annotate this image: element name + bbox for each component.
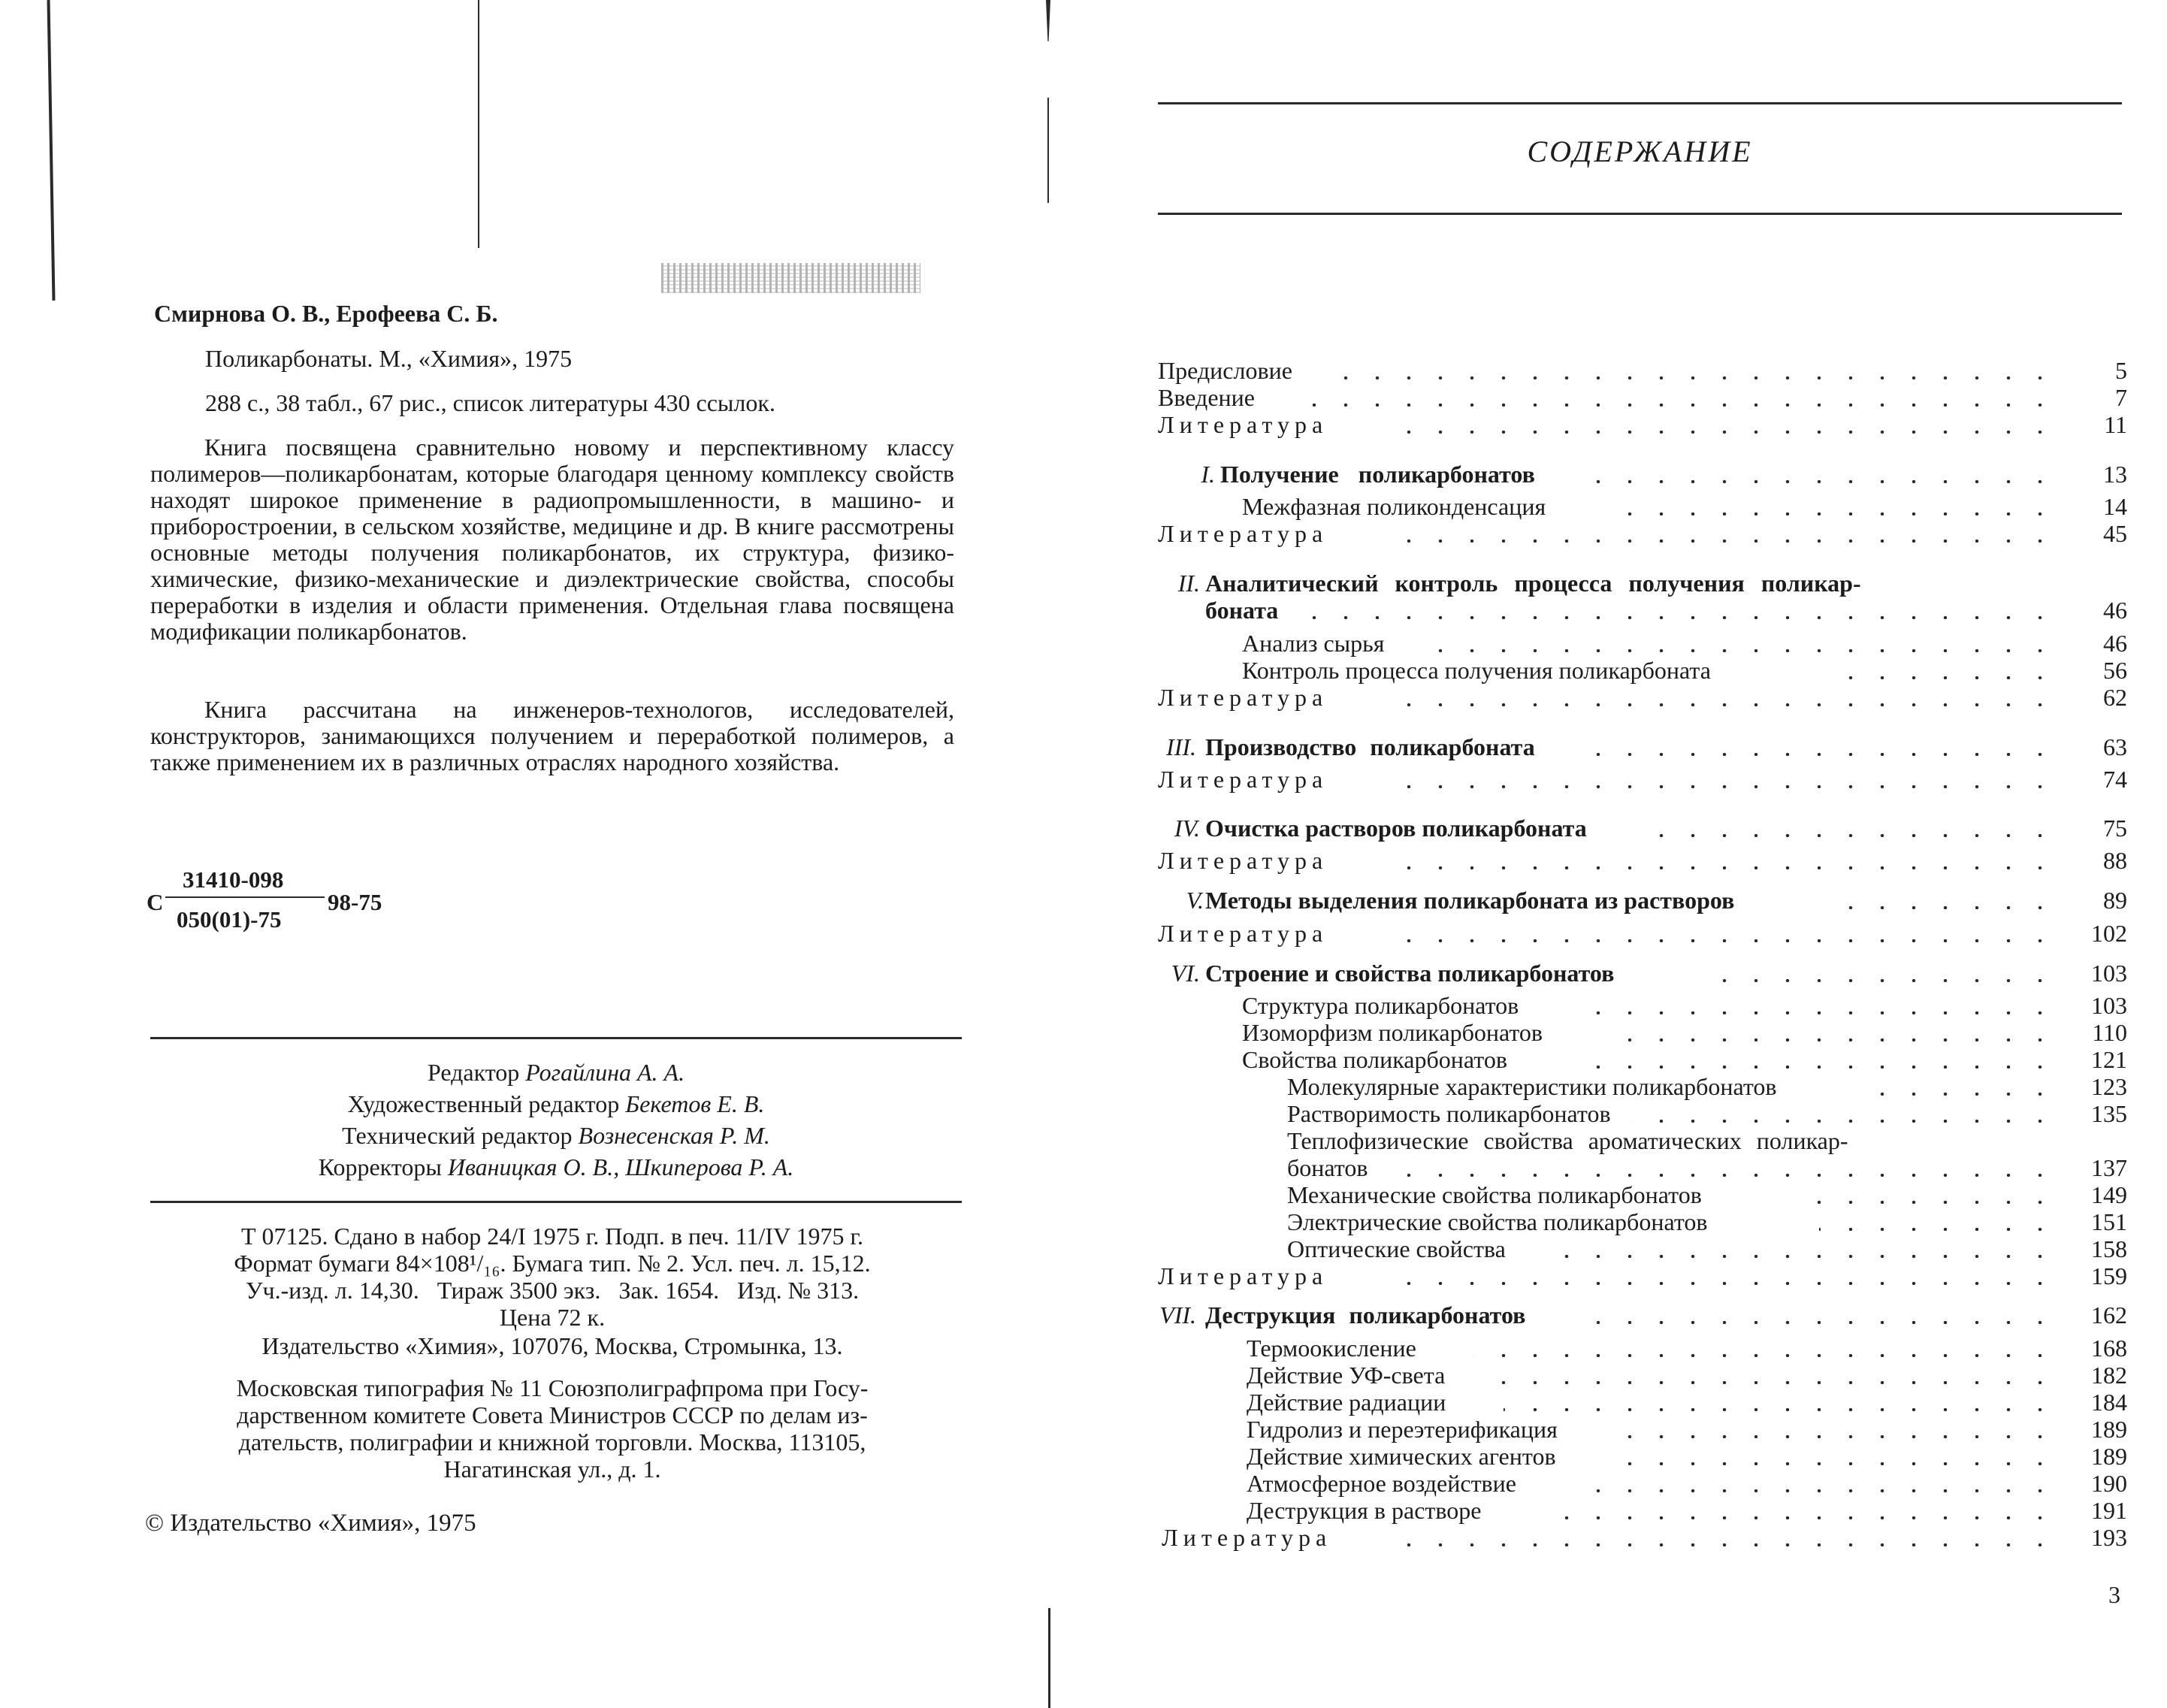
index-code-prefix: С (147, 889, 164, 915)
toc-label: Деструкция в растворе (1247, 1497, 1488, 1524)
toc-entry (1158, 493, 2127, 520)
toc-leader-dots (1406, 1174, 2056, 1177)
toc-chapter-number: VII. (1159, 1301, 1196, 1329)
toc-page: 5 (2115, 357, 2127, 384)
toc-label: Литература (1158, 920, 1335, 947)
toc-leader-dots (1549, 1255, 2056, 1258)
toc-page: 88 (2103, 847, 2127, 874)
toc-leader-dots (1383, 703, 2056, 706)
toc-page: 56 (2103, 657, 2127, 684)
toc-leader-dots (1601, 512, 2056, 515)
imprint-line: Цена 72 к. (499, 1304, 606, 1331)
toc-leader-dots (1383, 540, 2056, 543)
toc-leader-dots (1842, 906, 2056, 909)
toc-leader-dots (1488, 1381, 2056, 1384)
toc-entry (1158, 411, 2127, 438)
toc-chapter-number: III. (1166, 733, 1196, 760)
toc-entry (1158, 1262, 2127, 1289)
toc-leader-dots (1308, 616, 2056, 619)
toc-entry (1158, 1362, 2127, 1389)
copyright-line: © Издательство «Химия», 1975 (145, 1510, 476, 1537)
toc-page: 7 (2115, 384, 2127, 411)
toc-entry (1158, 570, 2127, 597)
scan-edge-line (478, 0, 479, 248)
credit-name: Вознесенская Р. М. (578, 1122, 770, 1149)
spine-line (1047, 98, 1049, 203)
toc-page: 135 (2091, 1100, 2127, 1127)
printer-line: дарственном комитете Совета Министров СССР по делам из- (237, 1401, 868, 1428)
toc-leader-dots (1383, 1543, 2056, 1546)
toc-entry (1158, 815, 2127, 842)
toc-entry (1158, 960, 2127, 987)
contents-heading: СОДЕРЖАНИЕ (1527, 135, 1753, 168)
toc-leader-dots (1601, 1038, 2056, 1041)
toc-page: 75 (2103, 815, 2127, 842)
toc-entry (1158, 887, 2127, 914)
toc-label: Электрические свойства поликарбонатов (1287, 1208, 1715, 1235)
printer-line: Нагатинская ул., д. 1. (443, 1456, 661, 1483)
toc-entry (1158, 733, 2127, 760)
toc-leader-dots (1699, 979, 2056, 982)
toc-label: боната (1205, 597, 1286, 624)
toc-page: 189 (2091, 1443, 2127, 1470)
toc-leader-dots (1579, 1321, 2056, 1324)
index-code-denominator: 050(01)-75 (177, 906, 282, 933)
toc-leader-dots (1579, 1011, 2056, 1014)
book-title-line: Поликарбонаты. М., «Химия», 1975 (205, 345, 573, 372)
toc-entry (1158, 1127, 2127, 1154)
abstract-paragraph-1 (150, 434, 954, 645)
right-page (1052, 0, 2167, 1708)
credits-bottom-rule (150, 1201, 962, 1203)
toc-leader-dots (1827, 676, 2056, 679)
toc-leader-dots (1819, 1228, 2056, 1231)
toc-label: Теплофизические свойства ароматических поликар- (1287, 1127, 1856, 1154)
toc-leader-dots (1879, 1093, 2056, 1096)
toc-page: 168 (2091, 1335, 2127, 1362)
toc-entry (1158, 1443, 2127, 1470)
toc-page: 123 (2091, 1073, 2127, 1100)
toc-label: Литература (1158, 684, 1335, 711)
toc-entry (1158, 461, 2127, 488)
toc-entry (1158, 1100, 2127, 1127)
credit-role: Технический редактор (342, 1122, 573, 1149)
toc-page: 121 (2091, 1046, 2127, 1073)
toc-entry (1158, 1073, 2127, 1100)
toc-entry (1158, 920, 2127, 947)
toc-entry (1158, 1019, 2127, 1046)
toc-label: Литература (1162, 1524, 1339, 1551)
toc-page: 137 (2091, 1154, 2127, 1181)
toc-leader-dots (1579, 753, 2056, 756)
toc-label: Предисловие (1158, 357, 1300, 384)
credit-name: Бекетов Е. В. (625, 1090, 765, 1117)
toc-label: Межфазная поликонденсация (1242, 493, 1553, 520)
toc-leader-dots (1631, 1120, 2056, 1123)
toc-leader-dots (1564, 1516, 2056, 1519)
toc-leader-dots (1804, 1201, 2056, 1204)
toc-entry (1158, 1046, 2127, 1073)
print-smudge (661, 263, 920, 293)
toc-label: Литература (1158, 1262, 1335, 1289)
toc-page: 151 (2091, 1208, 2127, 1235)
toc-leader-dots (1308, 404, 2056, 407)
credit-name: Рогайлина А. А. (525, 1059, 685, 1086)
toc-label: Литература (1158, 520, 1335, 547)
toc-entry (1158, 384, 2127, 411)
toc-label: Строение и свойства поликарбонатов (1205, 960, 1621, 987)
toc-label: Анализ сырья (1242, 630, 1392, 657)
toc-page: 63 (2103, 733, 2127, 760)
toc-label: Очистка растворов поликарбоната (1205, 815, 1594, 842)
toc-entry (1158, 766, 2127, 793)
imprint-line: Уч.-изд. л. 14,30. Тираж 3500 экз. Зак. 1654. Изд. № 313. (245, 1277, 860, 1304)
credit-editor (150, 1058, 962, 1087)
toc-leader-dots (1624, 1462, 2056, 1465)
toc-page: 89 (2103, 887, 2127, 914)
abstract-paragraph-2 (150, 697, 954, 775)
toc-label: Литература (1158, 847, 1335, 874)
toc-label: Аналитический контроль процесса получения поликар- (1205, 570, 1869, 597)
toc-label: Оптические свойства (1287, 1235, 1513, 1262)
toc-chapter-number: I. (1201, 461, 1215, 488)
imprint-line: Формат бумаги 84×108¹/₁₆. Бумага тип. № 2. Усл. печ. л. 15,12. (234, 1250, 871, 1277)
toc-page: 189 (2091, 1416, 2127, 1443)
toc-label: Механические свойства поликарбонатов (1287, 1181, 1709, 1208)
toc-page: 74 (2103, 766, 2127, 793)
heading-top-rule (1158, 102, 2122, 104)
toc-page: 102 (2091, 920, 2127, 947)
heading-bottom-rule (1158, 213, 2122, 215)
toc-page: 103 (2091, 992, 2127, 1019)
toc-page: 46 (2103, 630, 2127, 657)
scan-edge-line (47, 0, 56, 301)
credit-role: Художественный редактор (347, 1090, 620, 1117)
toc-entry (1158, 1524, 2127, 1551)
imprint-line: Т 07125. Сдано в набор 24/I 1975 г. Подп. в печ. 11/IV 1975 г. (240, 1223, 863, 1250)
toc-leader-dots (1331, 376, 2056, 379)
page-number: 3 (2108, 1581, 2120, 1608)
toc-leader-dots (1579, 1489, 2056, 1492)
toc-leader-dots (1473, 1354, 2056, 1357)
toc-chapter-number: V. (1186, 887, 1204, 914)
toc-label: Действие радиации (1247, 1389, 1453, 1416)
toc-leader-dots (1504, 1408, 2056, 1411)
toc-chapter-number: II. (1177, 570, 1200, 597)
toc-page: 193 (2091, 1524, 2127, 1551)
index-code-suffix: 98-75 (328, 889, 382, 915)
credits-top-rule (150, 1037, 962, 1039)
toc-leader-dots (1383, 431, 2056, 434)
toc-label: Производство поликарбоната (1205, 733, 1543, 760)
toc-page: 110 (2092, 1019, 2127, 1046)
toc-entry (1158, 1208, 2127, 1235)
toc-leader-dots (1421, 649, 2056, 652)
credit-proofreaders (150, 1153, 962, 1181)
toc-page: 46 (2103, 597, 2127, 624)
toc-leader-dots (1646, 834, 2056, 837)
toc-leader-dots (1579, 1066, 2056, 1069)
left-page (0, 0, 1052, 1708)
toc-page: 190 (2091, 1470, 2127, 1497)
toc-entry (1158, 1301, 2127, 1329)
toc-label: Структура поликарбонатов (1242, 992, 1526, 1019)
credit-art-editor (150, 1090, 962, 1118)
toc-label: бонатов (1287, 1154, 1375, 1181)
toc-label: Свойства поликарбонатов (1242, 1046, 1515, 1073)
toc-entry (1158, 630, 2127, 657)
toc-label: Изоморфизм поликарбонатов (1242, 1019, 1550, 1046)
credit-tech-editor (150, 1121, 962, 1150)
toc-entry (1158, 847, 2127, 874)
toc-label: Контроль процесса получения поликарбоната (1242, 657, 1718, 684)
credit-role: Корректоры (318, 1153, 442, 1180)
toc-label: Термоокисление (1247, 1335, 1424, 1362)
toc-label: Литература (1158, 411, 1335, 438)
book-authors: Смирнова О. В., Ерофеева С. Б. (154, 300, 498, 327)
toc-page: 45 (2103, 520, 2127, 547)
toc-leader-dots (1383, 939, 2056, 942)
toc-entry (1158, 597, 2127, 624)
toc-label: Гидролиз и переэтерификация (1247, 1416, 1565, 1443)
toc-leader-dots (1383, 1282, 2056, 1285)
toc-label: Введение (1158, 384, 1262, 411)
toc-entry (1158, 1497, 2127, 1524)
book-specs-line: 288 с., 38 табл., 67 рис., список литературы 430 ссылок. (205, 389, 775, 416)
abstract-text-2: Книга рассчитана на инженеров-технологов, исследователей, конструкторов, занимающихся получением и переработкой полимеров, а также применением их в различных отраслях народного хозяйства. (150, 696, 954, 775)
toc-label: Действие химических агентов (1247, 1443, 1564, 1470)
toc-entry (1158, 357, 2127, 384)
toc-entry (1158, 992, 2127, 1019)
toc-page: 103 (2091, 960, 2127, 987)
toc-page: 14 (2103, 493, 2127, 520)
imprint-line: Издательство «Химия», 107076, Москва, Стромынка, 13. (261, 1332, 843, 1359)
toc-label: Молекулярные характеристики поликарбонатов (1287, 1073, 1785, 1100)
toc-page: 159 (2091, 1262, 2127, 1289)
toc-entry (1158, 1470, 2127, 1497)
toc-page: 162 (2091, 1301, 2127, 1329)
toc-leader-dots (1383, 866, 2056, 869)
toc-label: Атмосферное воздействие (1247, 1470, 1524, 1497)
credit-role: Редактор (427, 1059, 520, 1086)
toc-label: Растворимость поликарбонатов (1287, 1100, 1618, 1127)
toc-label: Действие УФ-света (1247, 1362, 1452, 1389)
toc-leader-dots (1624, 1435, 2056, 1438)
toc-page: 158 (2091, 1235, 2127, 1262)
toc-page: 182 (2091, 1362, 2127, 1389)
toc-entry (1158, 684, 2127, 711)
toc-entry (1158, 657, 2127, 684)
toc-page: 62 (2103, 684, 2127, 711)
toc-entry (1158, 520, 2127, 547)
toc-page: 11 (2104, 411, 2127, 438)
index-code-numerator: 31410-098 (183, 866, 284, 893)
toc-entry (1158, 1416, 2127, 1443)
toc-leader-dots (1383, 785, 2056, 788)
abstract-text-1: Книга посвящена сравнительно новому и перспективному классу полимеров—поликарбонатам, которые благодаря ценному комплексу свойств находят широкое применение в радиопромышленности, в машино- и приборостроении, в сельском хозяйстве, медицине и др. В книге рассмотрены основные методы получения поликарбонатов, их структура, физико-химические, физико-механические и диэлектрические свойства, способы переработки в изделия и области применения. Отдельная глава посвящена модификации поликарбонатов. (150, 434, 954, 645)
toc-label: Получение поликарбонатов (1220, 461, 1543, 488)
toc-page: 191 (2091, 1497, 2127, 1524)
index-code-fraction-bar (165, 896, 325, 898)
toc-page: 149 (2091, 1181, 2127, 1208)
spine-line (1048, 1608, 1050, 1708)
toc-page: 184 (2091, 1389, 2127, 1416)
toc-entry (1158, 1154, 2127, 1181)
toc-label: Литература (1158, 766, 1335, 793)
toc-entry (1158, 1335, 2127, 1362)
printer-line: Московская типография № 11 Союзполиграфпрома при Госу- (236, 1374, 869, 1401)
toc-entry (1158, 1181, 2127, 1208)
toc-label: Деструкция поликарбонатов (1205, 1301, 1533, 1329)
toc-chapter-number: VI. (1171, 960, 1200, 987)
toc-label: Методы выделения поликарбоната из растворов (1205, 887, 1742, 914)
toc-entry (1158, 1389, 2127, 1416)
toc-page: 13 (2103, 461, 2127, 488)
credit-name: Иваницкая О. В., Шкиперова Р. А. (447, 1153, 794, 1180)
printer-line: дательств, полиграфии и книжной торговли. Москва, 113105, (238, 1428, 866, 1456)
toc-entry (1158, 1235, 2127, 1262)
toc-chapter-number: IV. (1174, 815, 1200, 842)
toc-leader-dots (1579, 480, 2056, 483)
